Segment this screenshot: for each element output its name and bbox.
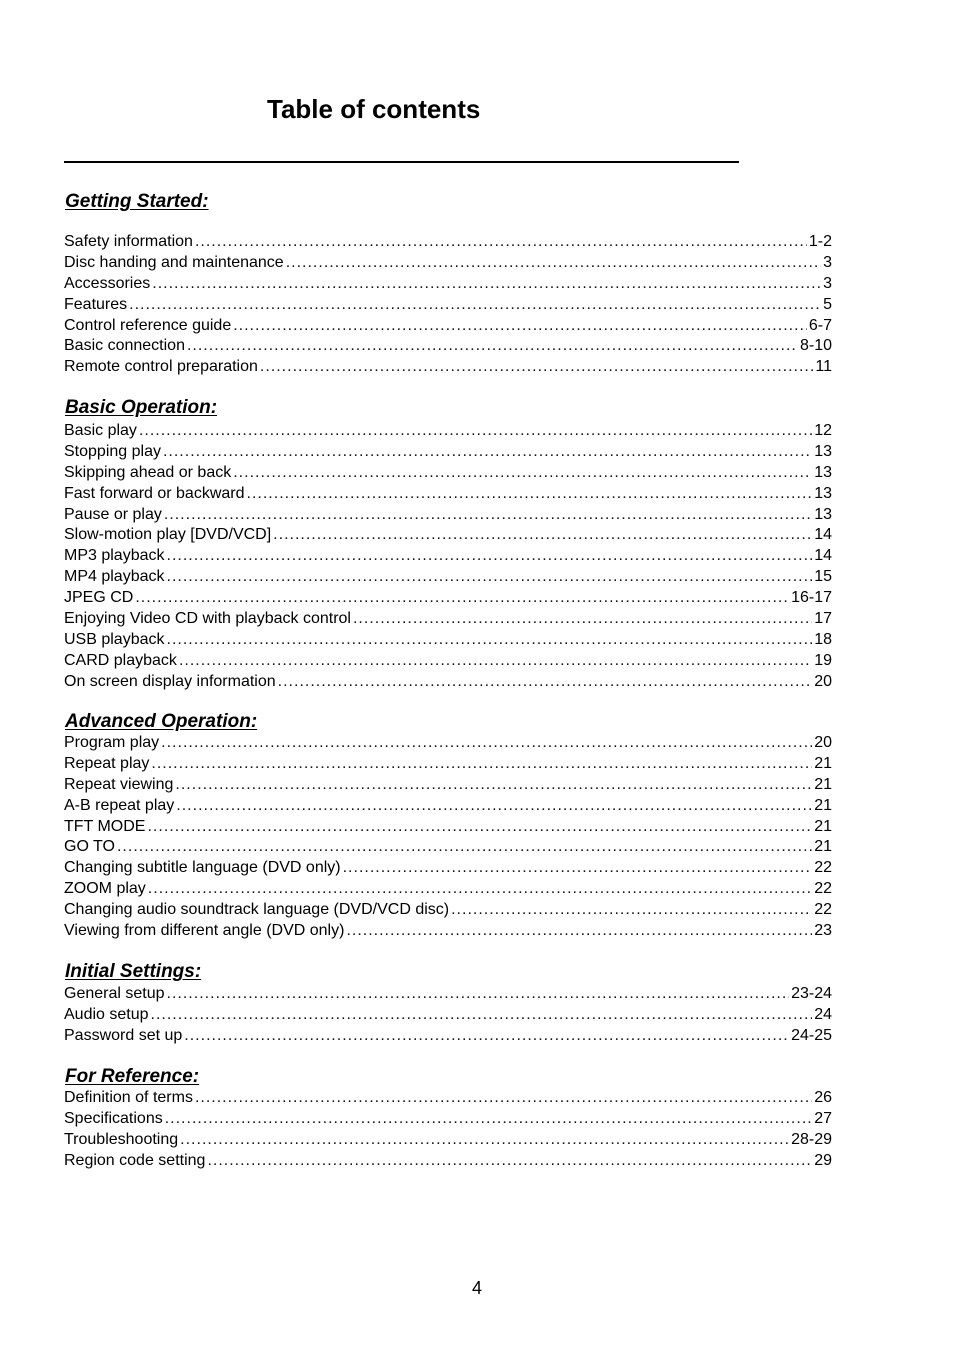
section-heading: Basic Operation: xyxy=(65,397,218,418)
toc-entry-page: 17 xyxy=(814,610,832,628)
toc-entry-label: On screen display information xyxy=(64,672,276,690)
toc-entry-label: GO TO xyxy=(64,838,115,856)
toc-entry xyxy=(64,858,832,879)
toc-entry-label: Fast forward or backward xyxy=(64,484,245,502)
dot-leader xyxy=(139,421,812,442)
toc-entry-list xyxy=(64,421,832,693)
toc-entry-label: Repeat play xyxy=(64,754,150,772)
dot-leader xyxy=(260,357,814,378)
toc-entry-page: 21 xyxy=(814,817,832,835)
toc-entry-page: 18 xyxy=(814,630,832,648)
toc-entry-page: 27 xyxy=(814,1109,832,1127)
toc-entry-page: 11 xyxy=(815,358,832,376)
toc-entry-label: Accessories xyxy=(64,274,151,292)
toc-entry-label: ZOOM play xyxy=(64,880,146,898)
toc-entry-page: 24 xyxy=(814,1005,832,1023)
section-heading: Initial Settings: xyxy=(65,961,202,982)
toc-entry-label: Repeat viewing xyxy=(64,775,174,793)
dot-leader xyxy=(233,463,812,484)
toc-entry-page: 6-7 xyxy=(808,316,832,334)
dot-leader xyxy=(165,1109,812,1130)
toc-entry xyxy=(64,1151,832,1172)
toc-entry-label: Pause or play xyxy=(64,505,162,523)
toc-entry xyxy=(64,505,832,526)
dot-leader xyxy=(286,253,821,274)
toc-entry xyxy=(64,609,832,630)
toc-entry-label: Features xyxy=(64,295,128,313)
toc-entry-list xyxy=(64,1088,832,1172)
toc-entry-label: USB playback xyxy=(64,630,165,648)
toc-entry xyxy=(64,421,832,442)
dot-leader xyxy=(129,295,821,316)
toc-entry xyxy=(64,837,832,858)
dot-leader xyxy=(148,879,812,900)
toc-entry-label: Skipping ahead or back xyxy=(64,463,232,481)
toc-entry xyxy=(64,274,832,295)
toc-section xyxy=(64,710,832,942)
toc-entry-label: Password set up xyxy=(64,1026,183,1044)
toc-entry-label: Definition of terms xyxy=(64,1089,193,1106)
dot-leader xyxy=(273,525,812,546)
toc-entry xyxy=(64,796,832,817)
toc-entry-page: 21 xyxy=(814,754,832,772)
toc-entry xyxy=(64,357,832,378)
page-title: Table of contents xyxy=(267,94,481,124)
toc-entry xyxy=(64,733,832,754)
toc-entry-label: TFT MODE xyxy=(64,817,146,835)
toc-entry-label: Basic play xyxy=(64,422,137,439)
toc-entry-label: Control reference guide xyxy=(64,316,232,334)
toc-entry-page: 22 xyxy=(814,901,832,919)
toc-entry xyxy=(64,817,832,838)
toc-entry-page: 20 xyxy=(814,672,832,690)
toc-entry-label: A-B repeat play xyxy=(64,796,175,814)
toc-entry-page: 14 xyxy=(814,547,832,565)
dot-leader xyxy=(233,316,807,337)
toc-entry-page: 23-24 xyxy=(791,985,832,1002)
toc-entry xyxy=(64,672,832,693)
toc-entry-label: JPEG CD xyxy=(64,589,134,607)
dot-leader xyxy=(117,837,812,858)
toc-entry-list xyxy=(64,984,832,1047)
toc-entry-label: Program play xyxy=(64,734,160,751)
toc-entry xyxy=(64,1005,832,1026)
toc-entry-label: General setup xyxy=(64,985,165,1002)
dot-leader xyxy=(151,1005,813,1026)
toc-entry-page: 28-29 xyxy=(791,1130,832,1148)
toc-entry xyxy=(64,630,832,651)
toc-entry xyxy=(64,1130,832,1151)
dot-leader xyxy=(278,672,813,693)
toc-entry-label: Specifications xyxy=(64,1109,163,1127)
dot-leader xyxy=(167,567,813,588)
dot-leader xyxy=(353,609,812,630)
toc-entry-page: 3 xyxy=(823,253,832,271)
toc-entry xyxy=(64,900,832,921)
toc-entry-label: Viewing from different angle (DVD only) xyxy=(64,922,345,940)
dot-leader xyxy=(167,984,790,1005)
toc-entry-page: 20 xyxy=(814,734,832,751)
toc-entry-page: 22 xyxy=(814,880,832,898)
toc-entry-page: 13 xyxy=(814,484,832,502)
section-heading: For Reference: xyxy=(65,1066,200,1087)
toc-section xyxy=(64,1065,832,1172)
dot-leader xyxy=(135,588,789,609)
toc-entry xyxy=(64,546,832,567)
toc-entry-page: 16-17 xyxy=(791,589,832,607)
dot-leader xyxy=(167,546,813,567)
toc-entry-page: 5 xyxy=(823,295,832,313)
toc-entry-page: 21 xyxy=(814,796,832,814)
dot-leader xyxy=(195,232,807,253)
toc-entry-label: Safety information xyxy=(64,233,193,250)
toc-entry-page: 13 xyxy=(814,463,832,481)
toc-entry xyxy=(64,484,832,505)
toc-entry-label: MP4 playback xyxy=(64,568,165,586)
toc-entry-label: Changing subtitle language (DVD only) xyxy=(64,859,341,877)
dot-leader xyxy=(346,921,812,942)
toc-entry xyxy=(64,754,832,775)
toc-entry-page: 23 xyxy=(814,922,832,940)
toc-entry xyxy=(64,651,832,672)
dot-leader xyxy=(147,817,812,838)
toc-entry xyxy=(64,442,832,463)
toc-entry-list xyxy=(64,232,832,378)
toc-entry-page: 15 xyxy=(814,568,832,586)
dot-leader xyxy=(451,900,812,921)
dot-leader xyxy=(164,505,812,526)
dot-leader xyxy=(167,630,813,651)
toc-entry xyxy=(64,1109,832,1130)
toc-entry xyxy=(64,295,832,316)
toc-entry-page: 22 xyxy=(814,859,832,877)
dot-leader xyxy=(184,1026,789,1047)
toc-entry-page: 29 xyxy=(814,1151,832,1169)
dot-leader xyxy=(152,274,821,295)
dot-leader xyxy=(176,796,812,817)
toc-entry-label: Enjoying Video CD with playback control xyxy=(64,610,351,628)
toc-entry xyxy=(64,588,832,609)
dot-leader xyxy=(151,754,812,775)
toc-entry xyxy=(64,336,832,357)
toc-entry-label: Audio setup xyxy=(64,1005,149,1023)
dot-leader xyxy=(180,1130,789,1151)
dot-leader xyxy=(207,1151,812,1172)
toc-entry xyxy=(64,253,832,274)
toc-entry xyxy=(64,1088,832,1109)
toc-entry xyxy=(64,525,832,546)
toc-section xyxy=(64,190,832,378)
dot-leader xyxy=(179,651,812,672)
dot-leader xyxy=(247,484,813,505)
toc-entry xyxy=(64,232,832,253)
toc-entry-list xyxy=(64,733,832,942)
toc-entry-label: Disc handing and maintenance xyxy=(64,253,284,271)
toc-entry-label: CARD playback xyxy=(64,651,177,669)
toc-entry xyxy=(64,1026,832,1047)
dot-leader xyxy=(187,336,798,357)
toc-section xyxy=(64,960,832,1047)
dot-leader xyxy=(343,858,813,879)
toc-entry-page: 13 xyxy=(814,505,832,523)
page-number: 4 xyxy=(471,1278,482,1298)
toc-entry-page: 8-10 xyxy=(799,337,832,355)
toc-entry-page: 26 xyxy=(814,1089,832,1106)
toc-entry-label: Changing audio soundtrack language (DVD/VCD disc) xyxy=(64,901,450,919)
toc-entry-page: 1-2 xyxy=(808,233,832,250)
toc-entry-label: Slow-motion play [DVD/VCD] xyxy=(64,526,272,544)
toc-entry-label: Remote control preparation xyxy=(64,358,258,376)
toc-entry-label: Stopping play xyxy=(64,442,161,460)
toc-entry-label: Troubleshooting xyxy=(64,1130,179,1148)
toc-entry-page: 21 xyxy=(814,775,832,793)
toc-entry-page: 21 xyxy=(814,838,832,856)
toc-entry xyxy=(64,775,832,796)
toc-entry-label: MP3 playback xyxy=(64,547,165,565)
toc-section xyxy=(64,396,832,693)
toc-entry-page: 19 xyxy=(814,651,832,669)
dot-leader xyxy=(195,1088,812,1109)
toc-entry-page: 24-25 xyxy=(791,1026,832,1044)
section-heading: Getting Started: xyxy=(65,191,209,212)
toc-entry-page: 13 xyxy=(814,442,832,460)
toc-entry-label: Region code setting xyxy=(64,1151,206,1169)
dot-leader xyxy=(163,442,812,463)
toc-entry xyxy=(64,316,832,337)
toc-entry xyxy=(64,921,832,942)
toc-entry-label: Basic connection xyxy=(64,337,185,355)
toc-entry-page: 12 xyxy=(814,422,832,439)
title-divider xyxy=(64,161,739,163)
toc-entry-page: 14 xyxy=(814,526,832,544)
dot-leader xyxy=(175,775,812,796)
toc-entry xyxy=(64,984,832,1005)
toc-entry xyxy=(64,567,832,588)
section-heading: Advanced Operation: xyxy=(65,711,258,732)
toc-entry xyxy=(64,463,832,484)
toc-entry xyxy=(64,879,832,900)
toc-entry-page: 3 xyxy=(823,274,832,292)
dot-leader xyxy=(161,733,812,754)
